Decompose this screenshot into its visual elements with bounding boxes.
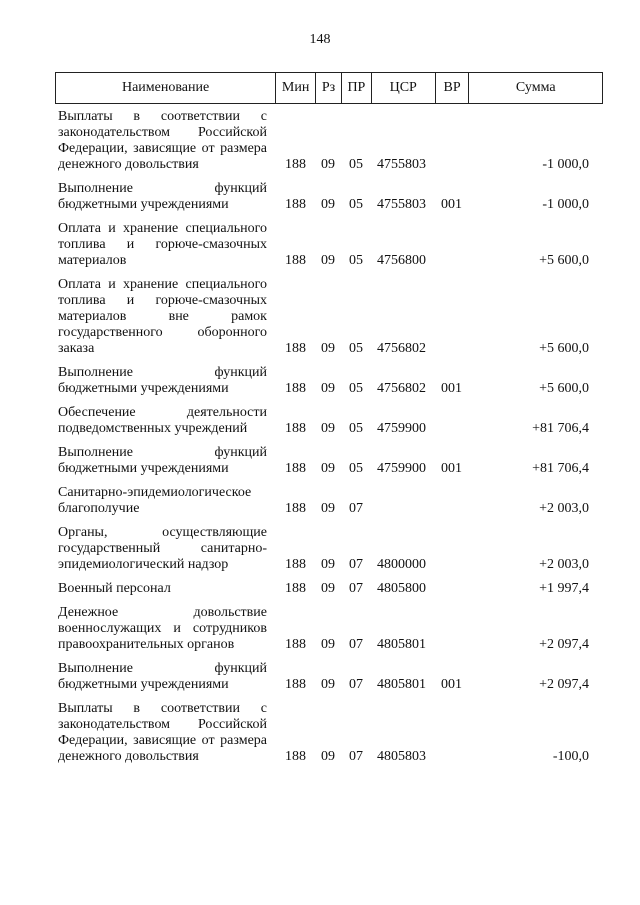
row-sum: +2 097,4 (539, 677, 589, 692)
row-name: Оплата и хранение специального топлива и горюче-смазочных материалов вне рамок государственного оборонного заказа (58, 277, 267, 356)
header-rz: Рз (315, 73, 341, 103)
row-min: 188 (285, 341, 306, 356)
row-rz: 09 (321, 581, 335, 596)
table-row (55, 605, 603, 653)
row-pr: 07 (349, 581, 363, 596)
row-csr: 4756802 (377, 341, 426, 356)
budget-table (55, 72, 603, 765)
table-row (55, 581, 603, 597)
row-pr: 05 (349, 157, 363, 172)
table-row (55, 277, 603, 357)
row-csr: 4759900 (377, 461, 426, 476)
row-csr: 4755803 (377, 197, 426, 212)
row-csr: 4800000 (377, 557, 426, 572)
row-name: Обеспечение деятельности подведомственных учреждений (58, 405, 267, 436)
table-row (55, 485, 603, 517)
table-row (55, 405, 603, 437)
table-row (55, 221, 603, 269)
row-csr: 4759900 (377, 421, 426, 436)
row-vr: 001 (441, 461, 462, 476)
row-name: Выполнение функций бюджетными учреждениями (58, 445, 267, 476)
row-vr: 001 (441, 677, 462, 692)
row-min: 188 (285, 253, 306, 268)
table-row (55, 661, 603, 693)
row-name: Выполнение функций бюджетными учреждениями (58, 181, 267, 212)
row-rz: 09 (321, 749, 335, 764)
row-sum: -1 000,0 (542, 197, 589, 212)
row-csr: 4756802 (377, 381, 426, 396)
row-name: Выполнение функций бюджетными учреждениями (58, 365, 267, 396)
row-pr: 05 (349, 253, 363, 268)
row-sum: +81 706,4 (532, 421, 589, 436)
row-sum: +2 097,4 (539, 637, 589, 652)
row-rz: 09 (321, 557, 335, 572)
row-sum: +5 600,0 (539, 253, 589, 268)
row-csr: 4805803 (377, 749, 426, 764)
row-pr: 05 (349, 381, 363, 396)
row-name: Денежное довольствие военнослужащих и сотрудников правоохранительных органов (58, 605, 267, 652)
row-pr: 05 (349, 461, 363, 476)
row-csr: 4805801 (377, 677, 426, 692)
row-rz: 09 (321, 637, 335, 652)
row-pr: 07 (349, 557, 363, 572)
row-vr: 001 (441, 381, 462, 396)
row-name: Оплата и хранение специального топлива и горюче-смазочных материалов (58, 221, 267, 268)
row-sum: -100,0 (552, 749, 589, 764)
table-body (55, 109, 603, 765)
row-csr: 4805801 (377, 637, 426, 652)
row-name: Военный персонал (58, 581, 171, 596)
row-pr: 07 (349, 637, 363, 652)
header-pr: ПР (341, 73, 371, 103)
row-rz: 09 (321, 253, 335, 268)
row-rz: 09 (321, 421, 335, 436)
row-name: Выплаты в соответствии с законодательством Российской Федерации, зависящие от размера денежного довольствия (58, 109, 267, 172)
row-min: 188 (285, 461, 306, 476)
row-sum: +2 003,0 (539, 501, 589, 516)
row-name: Санитарно-эпидемиологическое благополучие (58, 485, 252, 516)
row-min: 188 (285, 501, 306, 516)
row-sum: +5 600,0 (539, 381, 589, 396)
header-min: Мин (275, 73, 315, 103)
row-min: 188 (285, 381, 306, 396)
row-min: 188 (285, 157, 306, 172)
row-min: 188 (285, 677, 306, 692)
row-rz: 09 (321, 381, 335, 396)
row-min: 188 (285, 749, 306, 764)
row-pr: 05 (349, 341, 363, 356)
table-row (55, 701, 603, 765)
header-csr: ЦСР (371, 73, 435, 103)
row-csr: 4756800 (377, 253, 426, 268)
row-rz: 09 (321, 501, 335, 516)
row-csr: 4805800 (377, 581, 426, 596)
header-vr: ВР (435, 73, 469, 103)
row-rz: 09 (321, 461, 335, 476)
header-name: Наименование (121, 80, 210, 95)
row-sum: +5 600,0 (539, 341, 589, 356)
row-min: 188 (285, 197, 306, 212)
header-sum: Сумма (468, 73, 602, 103)
row-pr: 07 (349, 749, 363, 764)
row-name: Выполнение функций бюджетными учреждениями (58, 661, 267, 692)
row-csr: 4755803 (377, 157, 426, 172)
row-sum: +81 706,4 (532, 461, 589, 476)
row-name: Органы, осуществляющие государственный санитарно-эпидемиологический надзор (58, 525, 267, 572)
row-sum: -1 000,0 (542, 157, 589, 172)
page-number: 148 (309, 32, 331, 47)
row-min: 188 (285, 581, 306, 596)
table-row (55, 109, 603, 173)
row-rz: 09 (321, 677, 335, 692)
row-pr: 05 (349, 197, 363, 212)
row-min: 188 (285, 557, 306, 572)
row-name: Выплаты в соответствии с законодательством Российской Федерации, зависящие от размера денежного довольствия (58, 701, 267, 764)
table-row (55, 181, 603, 213)
row-pr: 07 (349, 677, 363, 692)
row-sum: +2 003,0 (539, 557, 589, 572)
table-row (55, 445, 603, 477)
row-rz: 09 (321, 341, 335, 356)
row-vr: 001 (441, 197, 462, 212)
table-row (55, 365, 603, 397)
row-min: 188 (285, 637, 306, 652)
table-header (55, 72, 603, 104)
row-pr: 07 (349, 501, 363, 516)
row-rz: 09 (321, 197, 335, 212)
row-min: 188 (285, 421, 306, 436)
row-pr: 05 (349, 421, 363, 436)
row-rz: 09 (321, 157, 335, 172)
row-sum: +1 997,4 (539, 581, 589, 596)
table-row (55, 525, 603, 573)
